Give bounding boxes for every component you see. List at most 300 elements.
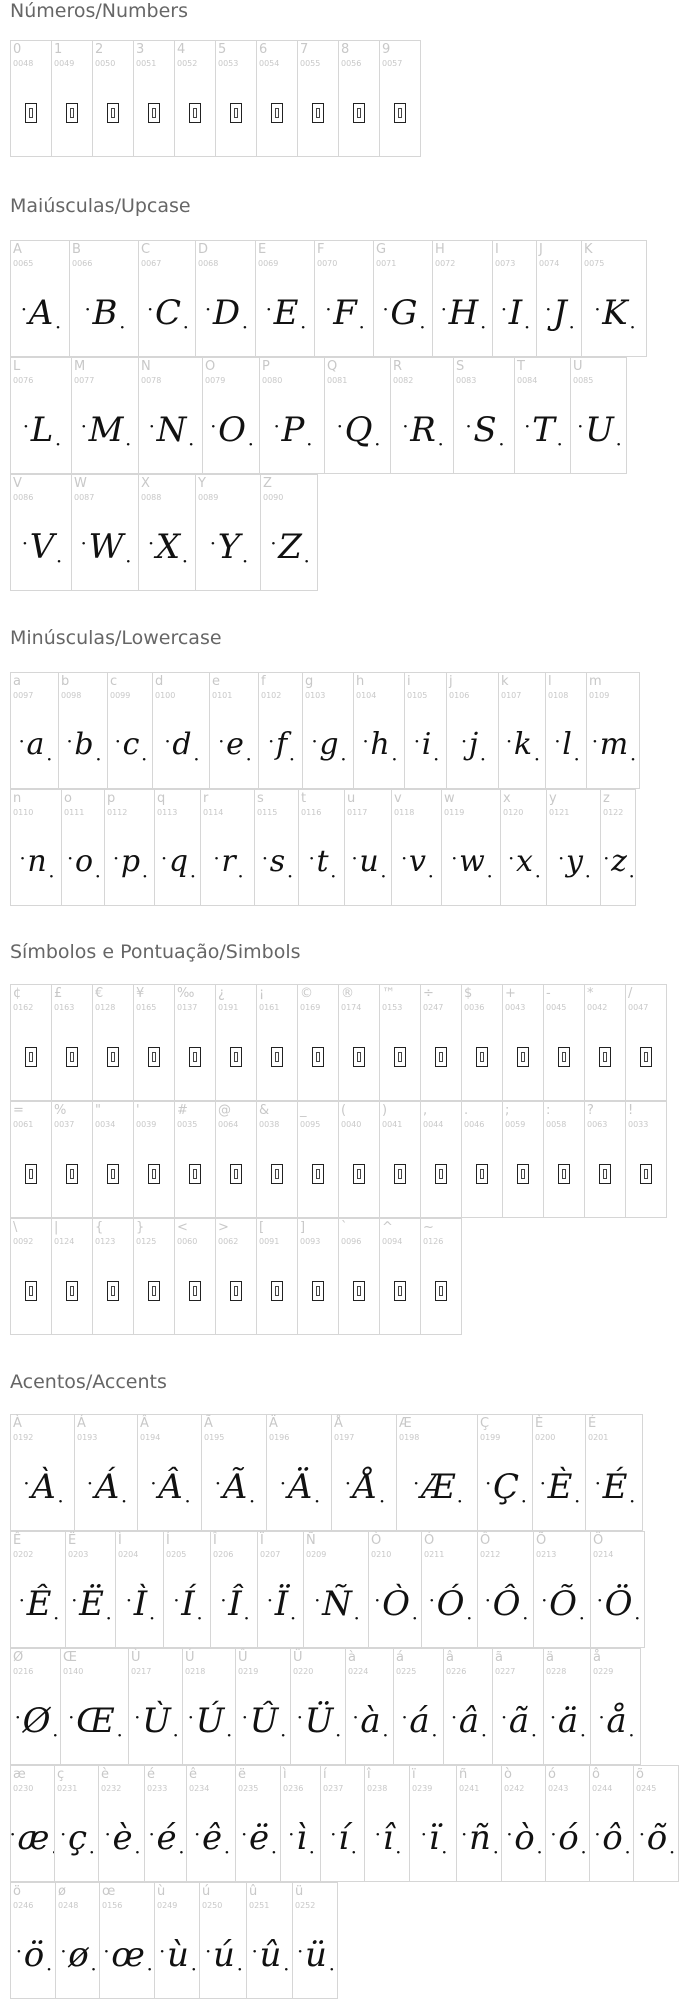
- glyph-code-label: 0245: [636, 1784, 657, 1793]
- glyph-code-label: 0210: [371, 1550, 392, 1559]
- glyph-preview: [298, 1144, 338, 1204]
- glyph-sample: · M ·: [89, 410, 122, 450]
- glyph-character-label: ‰: [177, 986, 195, 1001]
- glyph-code-label: 0044: [423, 1120, 444, 1129]
- glyph-preview: [105, 832, 154, 892]
- glyph-cell: [10, 474, 72, 591]
- glyph-sample: · T ·: [532, 410, 553, 450]
- glyph-sample: · y ·: [566, 842, 581, 882]
- glyph-preview: [405, 715, 446, 775]
- glyph-preview: [447, 715, 498, 775]
- glyph-preview: [70, 283, 138, 343]
- glyph-character-label: 9: [382, 42, 391, 57]
- glyph-character-label: Ø: [13, 1650, 24, 1665]
- glyph-preview: [585, 1144, 625, 1204]
- missing-glyph-box: [312, 1047, 324, 1067]
- glyph-cell: [584, 984, 626, 1101]
- glyph-preview: [345, 832, 391, 892]
- glyph-preview: [354, 715, 404, 775]
- glyph-preview: [321, 1808, 364, 1868]
- missing-glyph-box: [189, 103, 201, 123]
- glyph-preview: [11, 832, 61, 892]
- glyph-cell: [138, 357, 203, 474]
- glyph-code-label: 0193: [77, 1433, 98, 1442]
- glyph-cell: [256, 1101, 298, 1218]
- glyph-cell: [446, 672, 499, 789]
- glyph-sample: · g ·: [319, 725, 336, 765]
- glyph-cell: [373, 240, 433, 357]
- glyph-cell: [477, 1414, 533, 1531]
- glyph-sample: · Ä ·: [288, 1467, 311, 1507]
- glyph-preview: [590, 1808, 633, 1868]
- glyph-cell: [543, 984, 585, 1101]
- glyph-cell: [379, 984, 421, 1101]
- glyph-character-label: {: [95, 1220, 104, 1235]
- glyph-character-label: ™: [382, 986, 395, 1001]
- glyph-code-label: 0123: [95, 1237, 116, 1246]
- glyph-preview: [108, 715, 152, 775]
- glyph-cell: [441, 789, 501, 906]
- glyph-preview: [256, 283, 314, 343]
- glyph-cell: [404, 672, 447, 789]
- glyph-sample: · Õ ·: [549, 1584, 575, 1624]
- glyph-cell: [138, 240, 196, 357]
- glyph-preview: [442, 832, 500, 892]
- glyph-character-label: /: [628, 986, 633, 1001]
- glyph-sample: · û ·: [260, 1935, 280, 1975]
- glyph-cell: [303, 1531, 369, 1648]
- glyph-character-label: J: [539, 242, 543, 257]
- glyph-cell: [10, 1882, 56, 1999]
- glyph-sample: · c ·: [123, 725, 138, 765]
- glyph-row: [10, 40, 420, 157]
- glyph-character-label: ¡: [259, 986, 265, 1001]
- glyph-preview: [201, 832, 254, 892]
- glyph-character-label: ~: [423, 1220, 434, 1235]
- missing-glyph-box: [271, 103, 283, 123]
- glyph-character-label: À: [13, 1416, 22, 1431]
- glyph-sample: · v ·: [409, 842, 424, 882]
- glyph-character-label: Œ: [63, 1650, 77, 1665]
- glyph-sample: · s ·: [270, 842, 283, 882]
- glyph-sample: · Î ·: [228, 1584, 239, 1624]
- glyph-preview: [303, 715, 353, 775]
- glyph-preview: [391, 400, 453, 460]
- glyph-preview: [155, 1925, 199, 1985]
- glyph-cell: [174, 40, 216, 157]
- glyph-character-label: ô: [592, 1767, 600, 1782]
- glyph-cell: [259, 357, 325, 474]
- glyph-code-label: 0092: [13, 1237, 34, 1246]
- glyph-cell: [421, 1531, 478, 1648]
- glyph-cell: [257, 1531, 304, 1648]
- missing-glyph-box: [476, 1164, 488, 1184]
- glyph-code-label: 0080: [262, 376, 283, 385]
- glyph-code-label: 0072: [435, 259, 456, 268]
- glyph-character-label: C: [141, 242, 151, 257]
- glyph-sample: · é ·: [156, 1818, 174, 1858]
- glyph-cell: [235, 1648, 291, 1765]
- glyph-cell: [174, 984, 216, 1101]
- glyph-code-label: 0197: [334, 1433, 355, 1442]
- glyph-sample: · â ·: [459, 1701, 477, 1741]
- glyph-code-label: 0108: [548, 691, 569, 700]
- glyph-preview: [211, 1574, 257, 1634]
- glyph-character-label: L: [13, 359, 21, 374]
- glyph-code-label: 0213: [536, 1550, 557, 1559]
- glyph-cell: [195, 474, 261, 591]
- glyph-preview: [11, 83, 51, 143]
- glyph-sample: · ó ·: [558, 1818, 576, 1858]
- glyph-preview: [196, 517, 260, 577]
- glyph-preview: [394, 1691, 443, 1751]
- glyph-code-label: 0230: [13, 1784, 34, 1793]
- glyph-cell: [364, 1765, 410, 1882]
- glyph-code-label: 0174: [341, 1003, 362, 1012]
- glyph-cell: [246, 1882, 293, 1999]
- glyph-character-label: Ù: [131, 1650, 141, 1665]
- glyph-code-label: 0237: [323, 1784, 344, 1793]
- glyph-cell: [344, 789, 392, 906]
- glyph-sample: · Ò ·: [382, 1584, 408, 1624]
- glyph-code-label: 0161: [259, 1003, 280, 1012]
- glyph-sample: · á ·: [409, 1701, 427, 1741]
- glyph-character-label: ,: [423, 1103, 428, 1118]
- glyph-character-label: Î: [213, 1533, 217, 1548]
- glyph-sample: · à ·: [360, 1701, 378, 1741]
- glyph-character-label: &: [259, 1103, 270, 1118]
- glyph-sample: · U ·: [585, 410, 612, 450]
- glyph-cell: [266, 1414, 332, 1531]
- glyph-preview: [374, 283, 432, 343]
- glyph-preview: [62, 832, 104, 892]
- glyph-sample: · É ·: [603, 1467, 626, 1507]
- glyph-cell: [137, 1414, 202, 1531]
- glyph-row: [10, 1765, 678, 1882]
- glyph-character-label: ñ: [459, 1767, 468, 1782]
- glyph-sample: · Ù ·: [142, 1701, 169, 1741]
- glyph-code-label: 0034: [95, 1120, 116, 1129]
- glyph-preview: [501, 832, 546, 892]
- glyph-sample: · Ã ·: [223, 1467, 246, 1507]
- glyph-character-label: 4: [177, 42, 186, 57]
- glyph-cell: [10, 789, 62, 906]
- glyph-code-label: 0122: [603, 808, 624, 817]
- glyph-preview: [11, 1808, 54, 1868]
- glyph-sample: · K ·: [602, 293, 625, 333]
- missing-glyph-box: [353, 103, 365, 123]
- glyph-character-label: z: [603, 791, 610, 806]
- glyph-character-label: ù: [157, 1884, 166, 1899]
- glyph-sample: · w ·: [459, 842, 483, 882]
- glyph-character-label: T: [517, 359, 525, 374]
- glyph-cell: [514, 357, 571, 474]
- glyph-code-label: 0078: [141, 376, 162, 385]
- glyph-preview: [503, 1027, 543, 1087]
- glyph-code-label: 0163: [54, 1003, 75, 1012]
- glyph-sample: · Q ·: [345, 410, 371, 450]
- glyph-preview: [585, 1027, 625, 1087]
- glyph-cell: [393, 1648, 444, 1765]
- glyph-character-label: E: [258, 242, 267, 257]
- glyph-code-label: 0095: [300, 1120, 321, 1129]
- glyph-code-label: 0048: [13, 59, 34, 68]
- glyph-code-label: 0117: [347, 808, 368, 817]
- glyph-code-label: 0070: [317, 259, 338, 268]
- glyph-cell: [215, 1101, 257, 1218]
- glyph-code-label: 0113: [157, 808, 178, 817]
- glyph-character-label: h: [356, 674, 365, 689]
- glyph-code-label: 0086: [13, 493, 34, 502]
- glyph-character-label: r: [203, 791, 209, 806]
- missing-glyph-box: [271, 1281, 283, 1301]
- glyph-cell: [92, 40, 134, 157]
- glyph-code-label: 0038: [259, 1120, 280, 1129]
- glyph-character-label: _: [300, 1103, 307, 1118]
- glyph-cell: [10, 672, 59, 789]
- glyph-character-label: q: [157, 791, 166, 806]
- glyph-preview: [139, 517, 195, 577]
- glyph-sample: · Ø ·: [23, 1701, 49, 1741]
- glyph-character-label: È: [535, 1416, 544, 1431]
- glyph-cell: [128, 1648, 183, 1765]
- glyph-preview: [56, 1925, 99, 1985]
- glyph-code-label: 0083: [456, 376, 477, 385]
- glyph-code-label: 0226: [446, 1667, 467, 1676]
- glyph-code-label: 0239: [412, 1784, 433, 1793]
- glyph-character-label: (: [341, 1103, 347, 1118]
- glyph-character-label: }: [136, 1220, 145, 1235]
- glyph-sample: · Ü ·: [305, 1701, 332, 1741]
- glyph-character-label: :: [546, 1103, 551, 1118]
- glyph-character-label: |: [54, 1220, 59, 1235]
- glyph-sample: · Æ ·: [421, 1467, 453, 1507]
- glyph-preview: [503, 1144, 543, 1204]
- glyph-character-label: ©: [300, 986, 313, 1001]
- glyph-cell: [163, 1531, 211, 1648]
- missing-glyph-box: [476, 1047, 488, 1067]
- glyph-code-label: 0047: [628, 1003, 649, 1012]
- glyph-preview: [346, 1691, 393, 1751]
- glyph-cell: [320, 1765, 365, 1882]
- glyph-preview: [175, 1144, 215, 1204]
- glyph-preview: [493, 283, 536, 343]
- glyph-cell: [338, 1218, 380, 1335]
- glyph-character-label: Ô: [480, 1533, 491, 1548]
- glyph-cell: [453, 357, 515, 474]
- glyph-code-label: 0107: [501, 691, 522, 700]
- glyph-sample: · F ·: [333, 293, 355, 333]
- glyph-sample: · m ·: [600, 725, 626, 765]
- glyph-cell: [570, 357, 627, 474]
- glyph-cell: [92, 984, 134, 1101]
- glyph-sample: · Y ·: [218, 527, 238, 567]
- glyph-code-label: 0243: [548, 1784, 569, 1793]
- missing-glyph-box: [25, 1164, 37, 1184]
- glyph-character-label: %: [54, 1103, 67, 1118]
- glyph-sample: · l ·: [562, 725, 570, 765]
- glyph-cell: [302, 672, 354, 789]
- glyph-character-label: Ú: [185, 1650, 195, 1665]
- glyph-cell: [420, 984, 462, 1101]
- missing-glyph-box: [353, 1047, 365, 1067]
- glyph-character-label: \: [13, 1220, 18, 1235]
- glyph-character-label: V: [13, 476, 22, 491]
- glyph-cell: [199, 1882, 247, 1999]
- missing-glyph-box: [394, 1164, 406, 1184]
- glyph-code-label: 0220: [293, 1667, 314, 1676]
- glyph-code-label: 0195: [204, 1433, 225, 1442]
- glyph-code-label: 0097: [13, 691, 34, 700]
- glyph-character-label: a: [13, 674, 21, 689]
- glyph-character-label: î: [367, 1767, 371, 1782]
- glyph-preview: [421, 1144, 461, 1204]
- glyph-code-label: 0074: [539, 259, 560, 268]
- glyph-cell: [10, 1648, 61, 1765]
- glyph-cell: [51, 40, 93, 157]
- glyph-code-label: 0217: [131, 1667, 152, 1676]
- missing-glyph-box: [435, 1047, 447, 1067]
- glyph-code-label: 0042: [587, 1003, 608, 1012]
- glyph-cell: [324, 357, 391, 474]
- missing-glyph-box: [312, 1164, 324, 1184]
- glyph-preview: [298, 83, 338, 143]
- glyph-preview: [52, 83, 92, 143]
- glyph-preview: [397, 1457, 477, 1517]
- missing-glyph-box: [435, 1164, 447, 1184]
- glyph-code-label: 0079: [205, 376, 226, 385]
- glyph-sample: · S ·: [473, 410, 494, 450]
- glyph-preview: [291, 1691, 345, 1751]
- glyph-character-label: K: [584, 242, 593, 257]
- glyph-code-label: 0224: [348, 1667, 369, 1676]
- missing-glyph-box: [353, 1164, 365, 1184]
- glyph-character-label: Ä: [269, 1416, 278, 1431]
- glyph-sample: · W ·: [89, 527, 122, 567]
- glyph-cell: [338, 984, 380, 1101]
- glyph-character-label: i: [407, 674, 411, 689]
- glyph-preview: [236, 1691, 290, 1751]
- glyph-preview: [537, 283, 581, 343]
- glyph-preview: [11, 1261, 51, 1321]
- glyph-preview: [257, 1144, 297, 1204]
- glyph-cell: [174, 1218, 216, 1335]
- glyph-cell: [10, 1765, 55, 1882]
- glyph-cell: [133, 1101, 175, 1218]
- glyph-sample: · L ·: [31, 410, 52, 450]
- glyph-preview: [422, 1574, 477, 1634]
- glyph-cell: [297, 984, 339, 1101]
- glyph-preview: [11, 517, 71, 577]
- glyph-cell: [625, 1101, 667, 1218]
- glyph-code-label: 0037: [54, 1120, 75, 1129]
- glyph-preview: [11, 1925, 55, 1985]
- glyph-character-label: ^: [382, 1220, 393, 1235]
- glyph-preview: [410, 1808, 456, 1868]
- glyph-sample: · À ·: [31, 1467, 54, 1507]
- section-title: Minúsculas/Lowercase: [10, 627, 222, 649]
- glyph-cell: [290, 1648, 346, 1765]
- missing-glyph-box: [394, 1281, 406, 1301]
- glyph-preview: [153, 715, 209, 775]
- glyph-character-label: ó: [548, 1767, 556, 1782]
- glyph-character-label: +: [505, 986, 516, 1001]
- glyph-code-label: 0233: [147, 1784, 168, 1793]
- glyph-preview: [626, 1144, 666, 1204]
- glyph-preview: [587, 715, 639, 775]
- glyph-character-label: Ì: [118, 1533, 122, 1548]
- glyph-cell: [209, 672, 259, 789]
- glyph-cell: [586, 672, 640, 789]
- glyph-cell: [69, 240, 139, 357]
- glyph-character-label: ): [382, 1103, 388, 1118]
- glyph-sample: · J ·: [553, 293, 565, 333]
- glyph-preview: [267, 1457, 331, 1517]
- glyph-preview: [134, 83, 174, 143]
- glyph-cell: [502, 984, 544, 1101]
- glyph-preview: [11, 1457, 74, 1517]
- glyph-preview: [462, 1144, 502, 1204]
- missing-glyph-box: [599, 1164, 611, 1184]
- glyph-cell: [589, 1765, 634, 1882]
- glyph-character-label: y: [549, 791, 557, 806]
- glyph-sample: · u ·: [359, 842, 376, 882]
- glyph-code-label: 0094: [382, 1237, 403, 1246]
- glyph-preview: [216, 1261, 256, 1321]
- glyph-sample: · G ·: [390, 293, 415, 333]
- glyph-preview: [175, 83, 215, 143]
- missing-glyph-box: [66, 1164, 78, 1184]
- glyph-character-label: .: [464, 1103, 469, 1118]
- glyph-sample: · Ï ·: [275, 1584, 286, 1624]
- glyph-preview: [116, 1574, 163, 1634]
- glyph-cell: [256, 1218, 298, 1335]
- missing-glyph-box: [271, 1047, 283, 1067]
- glyph-character-label: #: [177, 1103, 188, 1118]
- glyph-cell: [501, 1765, 546, 1882]
- glyph-cell: [154, 1882, 200, 1999]
- glyph-character-label: Ï: [260, 1533, 264, 1548]
- missing-glyph-box: [558, 1047, 570, 1067]
- glyph-code-label: 0057: [382, 59, 403, 68]
- glyph-cell: [432, 240, 493, 357]
- glyph-preview: [75, 1457, 137, 1517]
- glyph-character-label: g: [305, 674, 314, 689]
- glyph-character-label: ": [95, 1103, 101, 1118]
- glyph-sample: · Ë ·: [79, 1584, 102, 1624]
- glyph-cell: [200, 789, 255, 906]
- glyph-preview: [299, 832, 344, 892]
- glyph-cell: [104, 789, 155, 906]
- glyph-code-label: 0084: [517, 376, 538, 385]
- glyph-code-label: 0091: [259, 1237, 280, 1246]
- glyph-cell: [584, 1101, 626, 1218]
- glyph-preview: [421, 1027, 461, 1087]
- glyph-cell: [133, 1218, 175, 1335]
- glyph-code-label: 0211: [424, 1550, 445, 1559]
- glyph-preview: [462, 1027, 502, 1087]
- glyph-preview: [216, 1144, 256, 1204]
- glyph-character-label: 0: [13, 42, 22, 57]
- glyph-preview: [260, 400, 324, 460]
- glyph-sample: · N ·: [157, 410, 185, 450]
- glyph-code-label: 0100: [155, 691, 176, 700]
- glyph-preview: [134, 1027, 174, 1087]
- glyph-character-label: ò: [504, 1767, 512, 1782]
- glyph-preview: [72, 400, 138, 460]
- glyph-sample: · Ñ ·: [322, 1584, 350, 1624]
- glyph-character-label: @: [218, 1103, 231, 1118]
